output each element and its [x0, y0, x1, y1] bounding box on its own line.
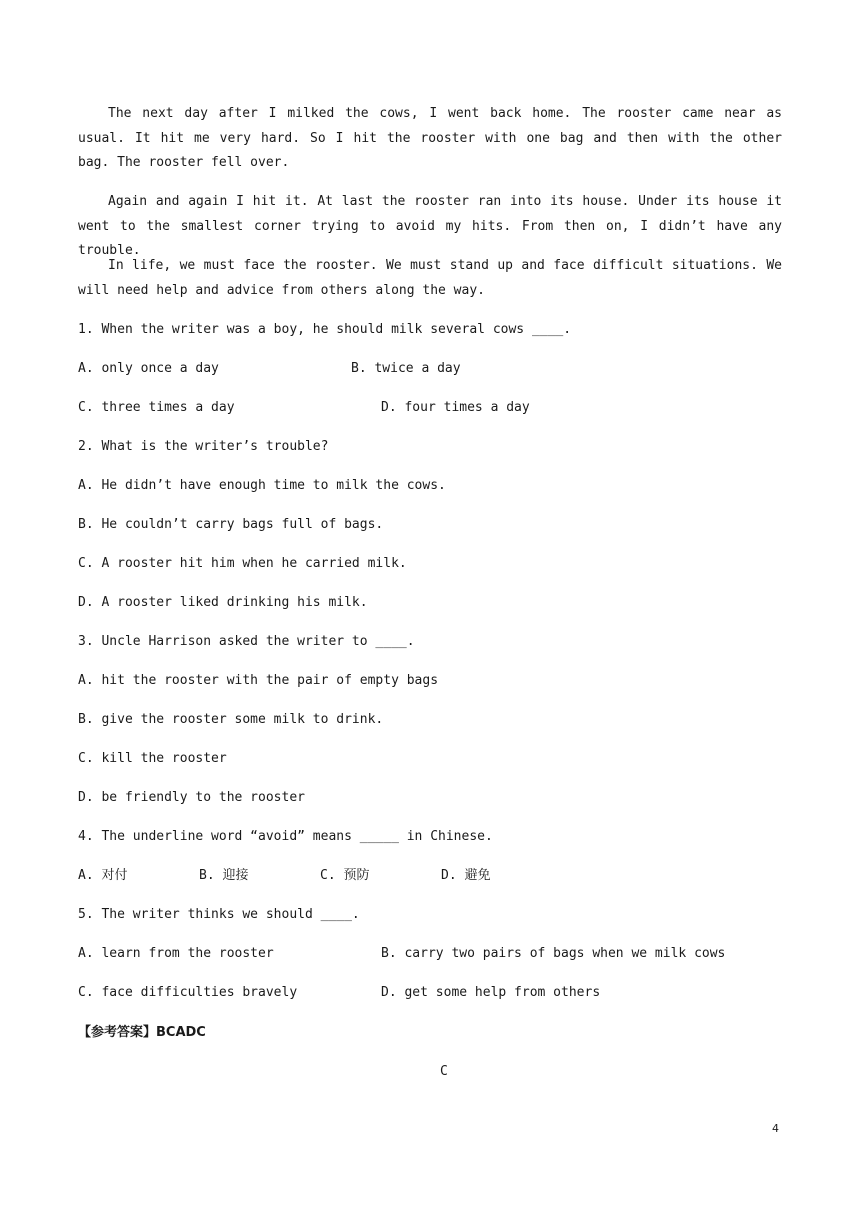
- question-5-option-d: D. get some help from others: [381, 985, 601, 1000]
- question-3-option-b: B. give the rooster some milk to drink.: [78, 712, 384, 727]
- question-1-option-a: A. only once a day: [78, 361, 219, 376]
- question-3-stem: 3. Uncle Harrison asked the writer to ____.: [78, 634, 415, 649]
- passage-paragraph-1: The next day after I milked the cows, I went back home. The rooster came near as usual. It hit me very hard. So I hit the rooster with one bag and then with the other bag. The rooster fell over.: [78, 106, 782, 170]
- passage-paragraph-2: Again and again I hit it. At last the rooster ran into its house. Under its house it went to the smallest corner trying to avoid my hits. From then on, I didn’t have any trouble.: [78, 194, 782, 258]
- page-number: 4: [772, 1122, 779, 1135]
- question-1-option-b: B. twice a day: [351, 361, 461, 376]
- question-3-option-d: D. be friendly to the rooster: [78, 790, 305, 805]
- question-2-stem: 2. What is the writer’s trouble?: [78, 439, 329, 454]
- question-2-option-c: C. A rooster hit him when he carried milk.: [78, 556, 407, 571]
- question-4-option-c: C. 预防: [320, 868, 370, 883]
- question-1-option-c: C. three times a day: [78, 400, 235, 415]
- question-4-option-a: A. 对付: [78, 868, 128, 883]
- question-2-option-a: A. He didn’t have enough time to milk the cows.: [78, 478, 446, 493]
- question-4-option-b: B. 迎接: [199, 868, 249, 883]
- answer-key: 【参考答案】BCADC: [78, 1025, 206, 1040]
- question-5-option-c: C. face difficulties bravely: [78, 985, 298, 1000]
- question-3-option-a: A. hit the rooster with the pair of empty bags: [78, 673, 439, 688]
- question-3-option-c: C. kill the rooster: [78, 751, 227, 766]
- question-2-option-b: B. He couldn’t carry bags full of bags.: [78, 517, 384, 532]
- question-5-option-a: A. learn from the rooster: [78, 946, 274, 961]
- center-mark: C: [440, 1064, 448, 1079]
- passage-paragraph-3: In life, we must face the rooster. We must stand up and face difficult situations. We will need help and advice from others along the way.: [78, 258, 782, 298]
- question-4-option-d: D. 避免: [441, 868, 491, 883]
- question-5-stem: 5. The writer thinks we should ____.: [78, 907, 360, 922]
- question-5-option-b: B. carry two pairs of bags when we milk cows: [381, 946, 726, 961]
- question-1-option-d: D. four times a day: [381, 400, 530, 415]
- question-1-stem: 1. When the writer was a boy, he should milk several cows ____.: [78, 322, 572, 337]
- question-4-stem: 4. The underline word “avoid” means _____ in Chinese.: [78, 829, 493, 844]
- question-2-option-d: D. A rooster liked drinking his milk.: [78, 595, 368, 610]
